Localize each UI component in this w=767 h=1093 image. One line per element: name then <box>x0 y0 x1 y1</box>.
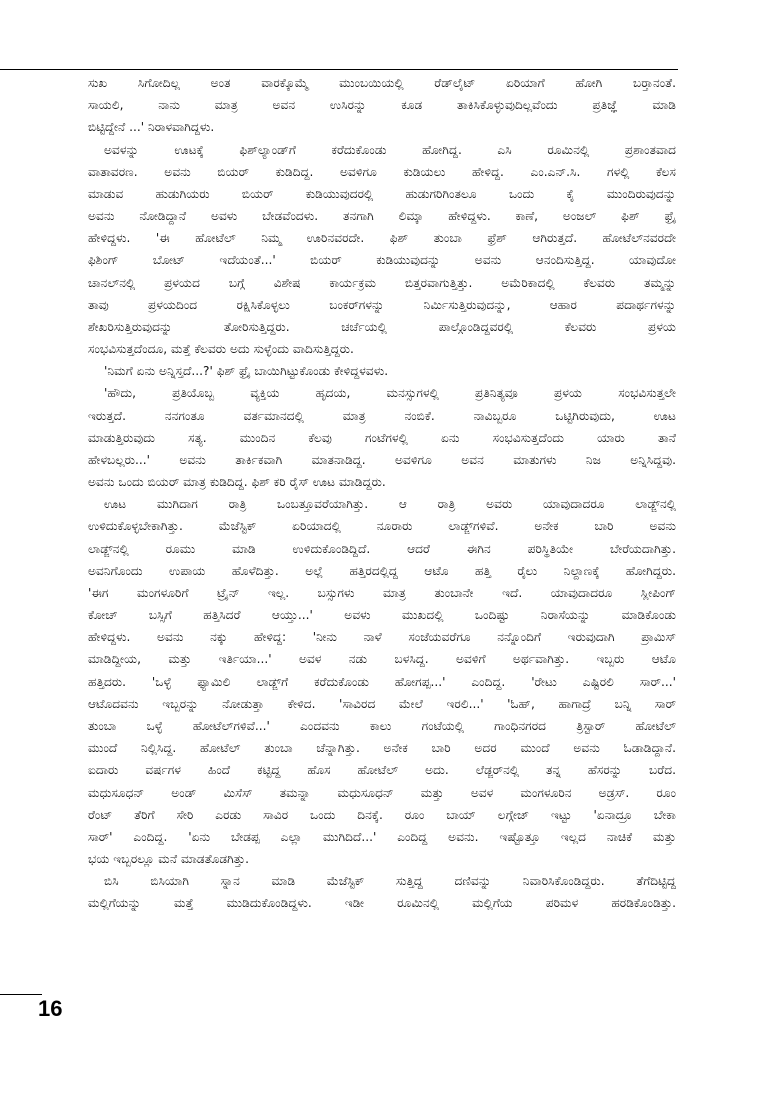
top-rule <box>0 69 678 70</box>
text-line: ಮಾಡುತ್ತಿರುವುದು ಸತ್ಯ. ಮುಂದಿನ ಕೆಲವು ಗಂಟೆಗಳಲ್ಲಿ ಏನು ಸಂಭವಿಸುತ್ತದೆಂದು ಯಾರು ತಾನೆ <box>88 430 676 445</box>
text-line: ಮಲ್ಲಿಗೆಯನ್ನು ಮತ್ತೆ ಮುಡಿದುಕೊಂಡಿದ್ದಳು. ಇಡೀ ರೂಮಿನಲ್ಲಿ ಮಲ್ಲಿಗೆಯ ಪರಿಮಳ ಹರಡಿಕೊಂಡಿತ್ತು. <box>88 896 676 911</box>
page-number: 16 <box>38 996 63 1021</box>
text-line: ಚಾನಲ್‌ನಲ್ಲಿ ಪ್ರಳಯದ ಬಗ್ಗೆ ವಿಶೇಷ ಕಾರ್ಯಕ್ರಮ ಬಿತ್ತರವಾಗುತ್ತಿತ್ತು. ಅಮೆರಿಕಾದಲ್ಲಿ ಕೆಲವರು ತಮ್ಮನ್ನು <box>88 275 676 290</box>
text-line: 'ಹೌದು, ಪ್ರತಿಯೊಬ್ಬ ವ್ಯಕ್ತಿಯ ಹೃದಯ, ಮನಸ್ಸುಗಳಲ್ಲಿ ಪ್ರತಿನಿತ್ಯವೂ ಪ್ರಳಯ ಸಂಭವಿಸುತ್ತಲೇ <box>104 386 676 401</box>
text-line: ಐದಾರು ವರ್ಷಗಳ ಹಿಂದೆ ಕಟ್ಟಿದ್ದ ಹೊಸ ಹೋಟೆಲ್ ಅದು. ಲೆಡ್ಜರ್‌ನಲ್ಲಿ ತನ್ನ ಹೆಸರನ್ನು ಬರೆದ. <box>88 763 676 778</box>
text-line: ತುಂಬಾ ಒಳ್ಳೆ ಹೋಟೆಲ್‌ಗಳಿವೆ...' ಎಂದವನು ಕಾಲು ಗಂಟೆಯಲ್ಲಿ ಗಾಂಧಿನಗರದ ತ್ರಿಸ್ಟಾರ್ ಹೋಟೆಲ್ <box>88 718 676 733</box>
text-line: 'ನಿಮಗೆ ಏನು ಅನ್ನಿಸ್ತದೆ...?' ಫಿಶ್ ಫ್ರೈ ಬಾಯಿಗಿಟ್ಟುಕೊಂಡು ಕೇಳಿದ್ದಳವಳು. <box>104 364 389 379</box>
text-line: ಉಳಿದುಕೊಳ್ಳಬೇಕಾಗಿತ್ತು. ಮೆಜೆಸ್ಟಿಕ್ ಏರಿಯಾದಲ್ಲಿ ನೂರಾರು ಲಾಡ್ಜ್‌ಗಳಿವೆ. ಅನೇಕ ಬಾರಿ ಅವನು <box>88 519 676 534</box>
text-line: ಮಾಡುವ ಹುಡುಗಿಯರು ಬಿಯರ್ ಕುಡಿಯುವುದರಲ್ಲಿ ಹುಡುಗರಿಗಿಂತಲೂ ಒಂದು ಕೈ ಮುಂದಿರುವುದನ್ನು <box>88 186 676 201</box>
text-line: ಭಯ ಇಬ್ಬರಲ್ಲೂ ಮನೆ ಮಾಡತೊಡಗಿತ್ತು. <box>88 852 250 867</box>
text-line: ಅವನು ಒಂದು ಬಿಯರ್ ಮಾತ್ರ ಕುಡಿದಿದ್ದ. ಫಿಶ್ ಕರಿ ರೈಸ್ ಊಟ ಮಾಡಿದ್ದರು. <box>88 475 386 490</box>
text-line: ಅವನು ನೋಡಿದ್ದಾನೆ ಅವಳು ಬೇಡವೆಂದಳು. ತನಗಾಗಿ ಲಿಮ್ಕಾ ಹೇಳಿದ್ದಳು. ಕಾಣೆ, ಅಂಜಲ್ ಫಿಶ್ ಫ್ರೈ <box>88 209 676 224</box>
text-line: ವಾತಾವರಣ. ಅವನು ಬಿಯರ್ ಕುಡಿದಿದ್ದ. ಅವಳಿಗೂ ಕುಡಿಯಲು ಹೇಳಿದ್ದ. ಎಂ.ಎನ್.ಸಿ. ಗಳಲ್ಲಿ ಕೆಲಸ <box>88 164 676 179</box>
text-line: ಶೇಖರಿಸುತ್ತಿರುವುದನ್ನು ತೋರಿಸುತ್ತಿದ್ದರು. ಚರ್ಚೆಯಲ್ಲಿ ಪಾಲ್ಗೊಂಡಿದ್ದವರಲ್ಲಿ ಕೆಲವರು ಪ್ರಳಯ <box>88 319 676 334</box>
text-line: ಹತ್ತಿದರು. 'ಒಳ್ಳೆ ಫ್ಯಾಮಿಲಿ ಲಾಡ್ಜ್‌ಗೆ ಕರೆದುಕೊಂಡು ಹೋಗಪ್ಪ...' ಎಂದಿದ್ದ. 'ರೇಟು ಎಷ್ಟಿರಲಿ ಸಾರ್...' <box>88 674 676 689</box>
text-line: ಇರುತ್ತದೆ. ನನಗಂತೂ ವರ್ತಮಾನದಲ್ಲಿ ಮಾತ್ರ ನಂಬಿಕೆ. ನಾವಿಬ್ಬರೂ ಒಟ್ಟಿಗಿರುವುದು, ಊಟ <box>88 408 676 423</box>
text-line: ಬಿಟ್ಟಿದ್ದೇನೆ ...' ನಿರಾಳವಾಗಿದ್ದಳು. <box>88 120 215 135</box>
text-line: ಸಾಯಲಿ, ನಾನು ಮಾತ್ರ ಅವನ ಉಸಿರನ್ನು ಕೂಡ ತಾಕಿಸಿಕೊಳ್ಳುವುದಿಲ್ಲವೆಂದು ಪ್ರತಿಜ್ಞೆ ಮಾಡಿ <box>88 98 676 113</box>
text-line: ಸಂಭವಿಸುತ್ತದೆಂದೂ, ಮತ್ತೆ ಕೆಲವರು ಅದು ಸುಳ್ಳೆಂದು ವಾದಿಸುತ್ತಿದ್ದರು. <box>88 342 354 357</box>
text-line: ಮುಂದೆ ನಿಲ್ಲಿಸಿದ್ದ. ಹೋಟೆಲ್ ತುಂಬಾ ಚೆನ್ನಾಗಿತ್ತು. ಅನೇಕ ಬಾರಿ ಅದರ ಮುಂದೆ ಅವನು ಓಡಾಡಿದ್ದಾನೆ. <box>88 741 676 756</box>
text-line: ಹೇಳಿದ್ದಳು. ಅವನು ನಕ್ಕು ಹೇಳಿದ್ದ: 'ನೀನು ನಾಳೆ ಸಂಜೆಯವರೆಗೂ ನನ್ನೊಂದಿಗೆ ಇರುವುದಾಗಿ ಪ್ರಾಮಿಸ್ <box>88 630 676 645</box>
text-line: ಮಾಡಿದ್ದೀಯ, ಮತ್ತು ಇರ್ತಿಯಾ...' ಅವಳ ನಡು ಬಳಸಿದ್ದ. ಅವಳಿಗೆ ಅರ್ಥವಾಗಿತ್ತು. ಇಬ್ಬರು ಆಟೊ <box>88 652 676 667</box>
text-line: ಫಿಶಿಂಗ್ ಬೋಟ್ ಇದೆಯಂತೆ...' ಬಿಯರ್ ಕುಡಿಯುವುದನ್ನು ಅವನು ಆನಂದಿಸುತ್ತಿದ್ದ. ಯಾವುದೋ <box>88 253 676 268</box>
text-line: ಅವನಿಗೊಂದು ಉಪಾಯ ಹೊಳೆದಿತ್ತು. ಅಲ್ಲೆ ಹತ್ತಿರದಲ್ಲಿದ್ದ ಆಟೊ ಹತ್ತಿ ರೈಲು ನಿಲ್ದಾಣಕ್ಕೆ ಹೋಗಿದ್ದರು. <box>88 563 676 578</box>
text-line: 'ಈಗ ಮಂಗಳೂರಿಗೆ ಟ್ರೈನ್ ಇಲ್ಲ. ಬಸ್ಸುಗಳು ಮಾತ್ರ ತುಂಬಾನೇ ಇದೆ. ಯಾವುದಾದರೂ ಸ್ಲೀಪಿಂಗ್ <box>88 585 676 600</box>
text-line: ಹೇಳಬಲ್ಲರು...' ಅವನು ತಾರ್ಕಿಕವಾಗಿ ಮಾತನಾಡಿದ್ದ. ಅವಳಿಗೂ ಅವನ ಮಾತುಗಳು ನಿಜ ಅನ್ನಿಸಿದ್ದವು. <box>88 452 676 467</box>
text-line: ಹೇಳಿದ್ದಳು. 'ಈ ಹೋಟೆಲ್ ನಿಮ್ಮ ಊರಿನವರದೇ. ಫಿಶ್ ತುಂಬಾ ಫ್ರೆಶ್ ಆಗಿರುತ್ತದೆ. ಹೋಟೆಲ್‌ನವರದೇ <box>88 231 676 246</box>
text-line: ರೆಂಟ್ ತೆರಿಗೆ ಸೇರಿ ಎರಡು ಸಾವಿರ ಒಂದು ದಿನಕ್ಕೆ. ರೂಂ ಬಾಯ್ ಲಗ್ಗೇಜ್ ಇಟ್ಟು 'ಏನಾದ್ರೂ ಬೇಕಾ <box>88 807 676 822</box>
text-line: ಆಟೊದವನು ಇಬ್ಬರನ್ನು ನೋಡುತ್ತಾ ಕೇಳಿದ. 'ಸಾವಿರದ ಮೇಲೆ ಇರಲಿ...' 'ಓಹ್, ಹಾಗಾದ್ರೆ ಬನ್ನಿ ಸಾರ್ <box>88 696 676 711</box>
text-line: ಕೋಚ್ ಬಸ್ಸಿಗೆ ಹತ್ತಿಸಿದರೆ ಆಯ್ತು...' ಅವಳು ಮುಖದಲ್ಲಿ ಒಂದಿಷ್ಟು ನಿರಾಸೆಯನ್ನು ಮಾಡಿಕೊಂಡು <box>88 608 676 623</box>
footer-rule <box>0 994 42 995</box>
body-text <box>88 72 676 915</box>
text-line: ಸುಖ ಸಿಗೋದಿಲ್ಲ ಅಂತ ವಾರಕ್ಕೊಮ್ಮೆ ಮುಂಬಯಿಯಲ್ಲಿ ರೆಡ್‌ಲೈಟ್ ಏರಿಯಾಗೆ ಹೋಗಿ ಬರ್‍ತಾನಂತೆ. <box>88 76 676 90</box>
text-line: ತಾವು ಪ್ರಳಯದಿಂದ ರಕ್ಷಿಸಿಕೊಳ್ಳಲು ಬಂಕರ್‌ಗಳನ್ನು ನಿರ್ಮಿಸುತ್ತಿರುವುದನ್ನು, ಆಹಾರ ಪದಾರ್ಥಗಳನ್ನು <box>88 297 676 312</box>
text-line: ಅವಳನ್ನು ಊಟಕ್ಕೆ ಫಿಶ್‌ಲ್ಯಾಂಡ್‌ಗೆ ಕರೆದುಕೊಂಡು ಹೋಗಿದ್ದ. ಎಸಿ ರೂಮಿನಲ್ಲಿ ಪ್ರಶಾಂತವಾದ <box>104 142 676 157</box>
text-line: ಸಾರ್' ಎಂದಿದ್ದ. 'ಏನು ಬೇಡಪ್ಪ ಎಲ್ಲಾ ಮುಗಿದಿದೆ...' ಎಂದಿದ್ದ ಅವನು. ಇಷ್ಟೊತ್ತೂ ಇಲ್ಲದ ನಾಚಿಕೆ ಮತ್ತು <box>88 829 676 844</box>
text-line: ಬಿಸಿ ಬಿಸಿಯಾಗಿ ಸ್ನಾನ ಮಾಡಿ ಮೆಜೆಸ್ಟಿಕ್ ಸುತ್ತಿದ್ದ ದಣಿವನ್ನು ನಿವಾರಿಸಿಕೊಂಡಿದ್ದರು. ತೆಗೆದಿಟ್ಟಿದ್ದ <box>104 874 676 889</box>
text-line: ಊಟ ಮುಗಿದಾಗ ರಾತ್ರಿ ಒಂಬತ್ತೂವರೆಯಾಗಿತ್ತು. ಆ ರಾತ್ರಿ ಅವರು ಯಾವುದಾದರೂ ಲಾಡ್ಜ್‌ನಲ್ಲಿ <box>104 497 676 512</box>
text-line: ಮಧುಸೂಧನ್ ಅಂಡ್ ಮಿಸೆಸ್ ತಮನ್ನಾ ಮಧುಸೂಧನ್ ಮತ್ತು ಅವಳ ಮಂಗಳೂರಿನ ಅಡ್ರಸ್. ರೂಂ <box>88 785 676 800</box>
text-line: ಲಾಡ್ಜ್‌ನಲ್ಲಿ ರೂಮು ಮಾಡಿ ಉಳಿದುಕೊಂಡಿದ್ದಿದೆ. ಆದರೆ ಈಗಿನ ಪರಿಸ್ಥಿತಿಯೇ ಬೇರೆಯದಾಗಿತ್ತು. <box>88 541 676 556</box>
